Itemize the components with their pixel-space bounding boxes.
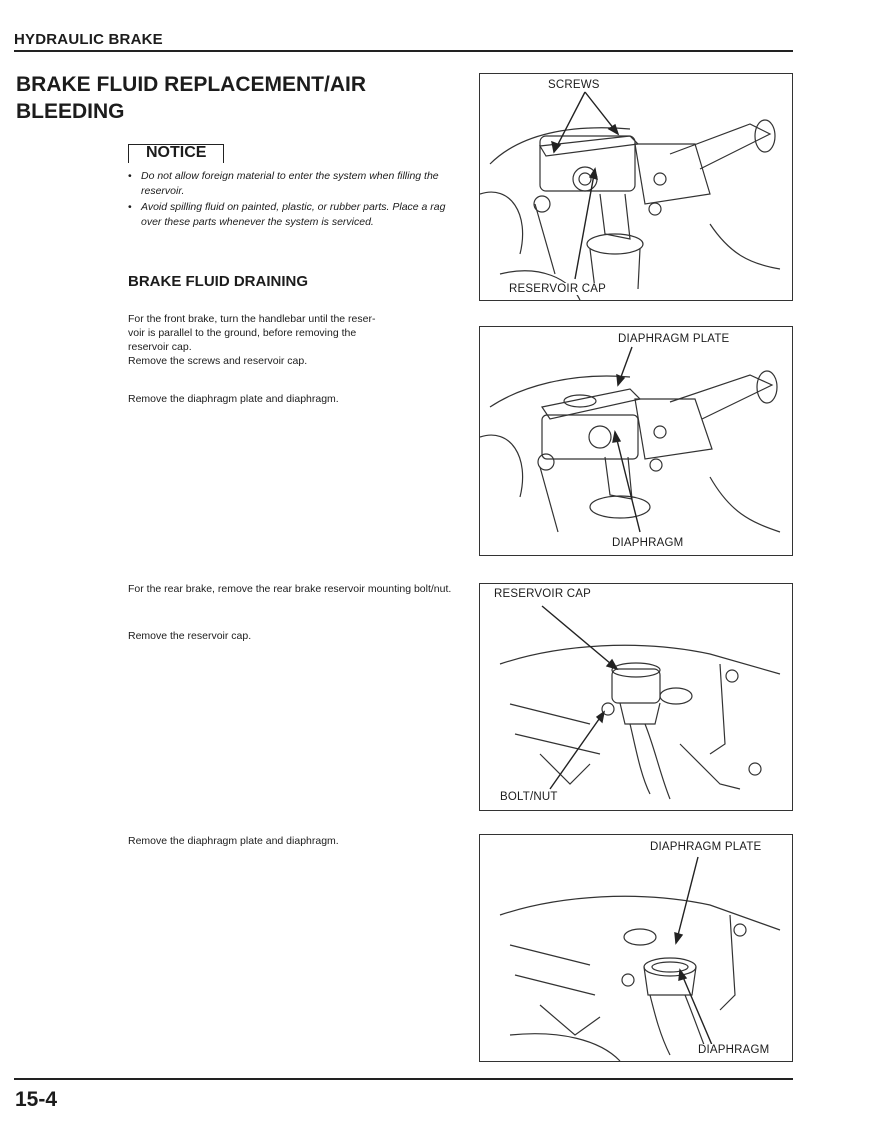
paragraph-front-brake bbox=[128, 312, 461, 368]
label-reservoir-cap: RESERVOIR CAP bbox=[509, 283, 606, 295]
label-bolt-nut: BOLT/NUT bbox=[500, 791, 558, 803]
figure-rear-reservoir-cap bbox=[479, 583, 793, 811]
notice-label: NOTICE bbox=[146, 144, 207, 161]
page-title-line-1: BRAKE FLUID REPLACEMENT/AIR bbox=[16, 73, 366, 96]
paragraph-line: For the front brake, turn the handlebar until the reser- bbox=[128, 313, 376, 325]
figure-rear-diaphragm bbox=[479, 834, 793, 1062]
label-screws: SCREWS bbox=[548, 79, 600, 91]
label-diaphragm-plate: DIAPHRAGM PLATE bbox=[618, 333, 730, 345]
section-header: HYDRAULIC BRAKE bbox=[14, 31, 163, 48]
front-diaphragm-illustration bbox=[480, 327, 792, 555]
label-reservoir-cap: RESERVOIR CAP bbox=[494, 588, 591, 600]
paragraph-remove-diaphragm-front: Remove the diaphragm plate and diaphragm. bbox=[128, 393, 339, 405]
page-number: 15-4 bbox=[15, 1088, 58, 1111]
paragraph-remove-diaphragm-rear: Remove the diaphragm plate and diaphragm. bbox=[128, 835, 339, 847]
header-rule bbox=[14, 50, 793, 52]
notice-list bbox=[128, 169, 464, 231]
rear-diaphragm-illustration bbox=[480, 835, 792, 1061]
label-diaphragm: DIAPHRAGM bbox=[698, 1044, 770, 1056]
page-title-line-2: BLEEDING bbox=[16, 100, 125, 123]
paragraph-line: Remove the screws and reservoir cap. bbox=[128, 355, 308, 367]
notice-item: • Avoid spilling fluid on painted, plastic, or rubber parts. Place a rag over these parts whenever the system is serviced. bbox=[128, 200, 464, 229]
figure-front-diaphragm bbox=[479, 326, 793, 556]
label-diaphragm: DIAPHRAGM bbox=[612, 537, 684, 549]
page-title bbox=[16, 71, 446, 125]
label-diaphragm-plate: DIAPHRAGM PLATE bbox=[650, 841, 762, 853]
figure-front-reservoir-cap bbox=[479, 73, 793, 301]
paragraph-line: voir is parallel to the ground, before removing the bbox=[128, 327, 357, 339]
notice-item: • Do not allow foreign material to enter the system when filling the reservoir. bbox=[128, 169, 464, 198]
paragraph-remove-reservoir-cap: Remove the reservoir cap. bbox=[128, 630, 252, 642]
subheading-brake-fluid-draining: BRAKE FLUID DRAINING bbox=[128, 273, 308, 290]
rear-reservoir-illustration bbox=[480, 584, 792, 810]
footer-rule bbox=[14, 1078, 793, 1080]
paragraph-rear-brake: For the rear brake, remove the rear brake reservoir mounting bolt/nut. bbox=[128, 583, 452, 595]
paragraph-line: reservoir cap. bbox=[128, 341, 192, 353]
front-master-cylinder-illustration bbox=[480, 74, 792, 300]
